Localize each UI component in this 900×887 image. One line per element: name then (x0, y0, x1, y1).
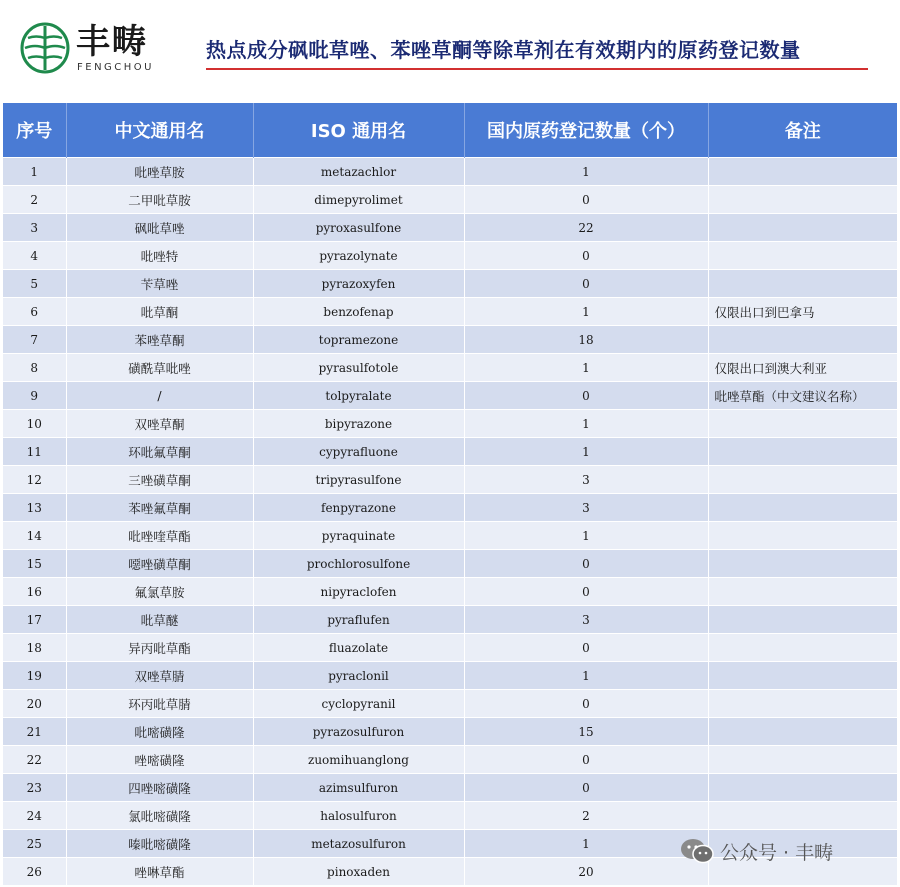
cell-registration-count: 1 (464, 522, 708, 550)
cell-registration-count: 0 (464, 690, 708, 718)
cell-iso-name: topramezone (253, 326, 464, 354)
cell-serial-no: 26 (3, 858, 66, 886)
cell-iso-name: zuomihuanglong (253, 746, 464, 774)
cell-remarks (708, 326, 897, 354)
cell-registration-count: 1 (464, 438, 708, 466)
cell-serial-no: 9 (3, 382, 66, 410)
cell-registration-count: 0 (464, 186, 708, 214)
cell-remarks (708, 578, 897, 606)
title-underline (206, 68, 868, 70)
table-row (3, 382, 897, 410)
header-registration-count: 国内原药登记数量（个） (464, 103, 708, 158)
cell-serial-no: 7 (3, 326, 66, 354)
cell-remarks (708, 550, 897, 578)
cell-chinese-name: 唑嘧磺隆 (66, 746, 253, 774)
header-serial-no: 序号 (3, 103, 66, 158)
cell-iso-name: dimepyrolimet (253, 186, 464, 214)
cell-serial-no: 19 (3, 662, 66, 690)
cell-chinese-name: 苯唑草酮 (66, 326, 253, 354)
table-row (3, 690, 897, 718)
cell-chinese-name: 三唑磺草酮 (66, 466, 253, 494)
cell-registration-count: 0 (464, 578, 708, 606)
cell-iso-name: pyrazolynate (253, 242, 464, 270)
cell-iso-name: tolpyralate (253, 382, 464, 410)
cell-serial-no: 10 (3, 410, 66, 438)
table-row (3, 746, 897, 774)
cell-registration-count: 2 (464, 802, 708, 830)
cell-chinese-name: 嗪吡嘧磺隆 (66, 830, 253, 858)
cell-iso-name: pyroxasulfone (253, 214, 464, 242)
cell-registration-count: 0 (464, 550, 708, 578)
cell-remarks (708, 774, 897, 802)
cell-registration-count: 20 (464, 858, 708, 886)
cell-remarks (708, 214, 897, 242)
header (0, 0, 900, 100)
cell-chinese-name: / (66, 382, 253, 410)
cell-serial-no: 22 (3, 746, 66, 774)
cell-registration-count: 3 (464, 466, 708, 494)
cell-serial-no: 21 (3, 718, 66, 746)
cell-serial-no: 13 (3, 494, 66, 522)
page-title: 热点成分砜吡草唑、苯唑草酮等除草剂在有效期内的原药登记数量 (206, 38, 801, 62)
registration-table-container (3, 103, 897, 885)
cell-iso-name: fluazolate (253, 634, 464, 662)
cell-iso-name: metazosulfuron (253, 830, 464, 858)
cell-serial-no: 23 (3, 774, 66, 802)
cell-chinese-name: 吡草醚 (66, 606, 253, 634)
logo-chinese-name: 丰畴 (76, 22, 148, 62)
cell-remarks (708, 802, 897, 830)
table-header-row (3, 103, 897, 158)
cell-remarks (708, 634, 897, 662)
table-row (3, 466, 897, 494)
cell-iso-name: azimsulfuron (253, 774, 464, 802)
table-row (3, 158, 897, 186)
cell-registration-count: 15 (464, 718, 708, 746)
table-body (3, 158, 897, 886)
cell-iso-name: tripyrasulfone (253, 466, 464, 494)
cell-iso-name: metazachlor (253, 158, 464, 186)
cell-remarks: 吡唑草酯（中文建议名称） (708, 382, 897, 410)
header-remarks: 备注 (708, 103, 897, 158)
cell-iso-name: halosulfuron (253, 802, 464, 830)
cell-remarks: 仅限出口到澳大利亚 (708, 354, 897, 382)
table-row (3, 718, 897, 746)
table-row (3, 326, 897, 354)
table-row (3, 298, 897, 326)
cell-chinese-name: 唑啉草酯 (66, 858, 253, 886)
cell-iso-name: pinoxaden (253, 858, 464, 886)
cell-remarks (708, 746, 897, 774)
cell-serial-no: 20 (3, 690, 66, 718)
cell-remarks (708, 186, 897, 214)
cell-registration-count: 0 (464, 242, 708, 270)
watermark-text: 公众号 · 丰畴 (720, 841, 834, 864)
cell-remarks (708, 466, 897, 494)
table-row (3, 354, 897, 382)
cell-serial-no: 3 (3, 214, 66, 242)
cell-serial-no: 24 (3, 802, 66, 830)
header-chinese-name: 中文通用名 (66, 103, 253, 158)
cell-serial-no: 2 (3, 186, 66, 214)
cell-chinese-name: 吡嘧磺隆 (66, 718, 253, 746)
registration-table (3, 103, 897, 885)
cell-serial-no: 5 (3, 270, 66, 298)
cell-registration-count: 0 (464, 270, 708, 298)
cell-chinese-name: 噁唑磺草酮 (66, 550, 253, 578)
cell-iso-name: pyrasulfotole (253, 354, 464, 382)
cell-chinese-name: 磺酰草吡唑 (66, 354, 253, 382)
table-row (3, 494, 897, 522)
cell-chinese-name: 环丙吡草腈 (66, 690, 253, 718)
cell-registration-count: 1 (464, 354, 708, 382)
cell-remarks (708, 158, 897, 186)
cell-remarks (708, 690, 897, 718)
cell-iso-name: bipyrazone (253, 410, 464, 438)
cell-serial-no: 4 (3, 242, 66, 270)
cell-chinese-name: 二甲吡草胺 (66, 186, 253, 214)
cell-serial-no: 16 (3, 578, 66, 606)
cell-registration-count: 1 (464, 298, 708, 326)
wechat-watermark (680, 836, 833, 866)
cell-chinese-name: 异丙吡草酯 (66, 634, 253, 662)
table-row (3, 214, 897, 242)
header-iso-name: ISO 通用名 (253, 103, 464, 158)
cell-remarks (708, 438, 897, 466)
cell-registration-count: 18 (464, 326, 708, 354)
cell-serial-no: 25 (3, 830, 66, 858)
cell-serial-no: 12 (3, 466, 66, 494)
fengchou-logo (20, 22, 180, 78)
cell-chinese-name: 氯吡嘧磺隆 (66, 802, 253, 830)
cell-iso-name: nipyraclofen (253, 578, 464, 606)
cell-chinese-name: 环吡氟草酮 (66, 438, 253, 466)
cell-serial-no: 11 (3, 438, 66, 466)
cell-iso-name: benzofenap (253, 298, 464, 326)
cell-registration-count: 0 (464, 382, 708, 410)
cell-registration-count: 1 (464, 410, 708, 438)
cell-iso-name: pyrazoxyfen (253, 270, 464, 298)
cell-serial-no: 15 (3, 550, 66, 578)
logo-english-name: FENGCHOU (77, 62, 154, 73)
cell-remarks (708, 662, 897, 690)
table-row (3, 550, 897, 578)
cell-registration-count: 1 (464, 830, 708, 858)
table-row (3, 270, 897, 298)
cell-chinese-name: 吡唑喹草酯 (66, 522, 253, 550)
cell-chinese-name: 砜吡草唑 (66, 214, 253, 242)
cell-registration-count: 3 (464, 494, 708, 522)
table-row (3, 578, 897, 606)
table-row (3, 662, 897, 690)
cell-serial-no: 6 (3, 298, 66, 326)
table-row (3, 606, 897, 634)
logo-leaf-icon (20, 22, 70, 74)
cell-iso-name: pyraflufen (253, 606, 464, 634)
cell-iso-name: prochlorosulfone (253, 550, 464, 578)
cell-remarks: 仅限出口到巴拿马 (708, 298, 897, 326)
cell-remarks (708, 270, 897, 298)
cell-registration-count: 0 (464, 746, 708, 774)
cell-remarks (708, 522, 897, 550)
cell-chinese-name: 双唑草腈 (66, 662, 253, 690)
table-row (3, 410, 897, 438)
table-row (3, 802, 897, 830)
cell-iso-name: cyclopyranil (253, 690, 464, 718)
cell-registration-count: 0 (464, 774, 708, 802)
table-row (3, 774, 897, 802)
cell-serial-no: 14 (3, 522, 66, 550)
cell-chinese-name: 苄草唑 (66, 270, 253, 298)
cell-remarks (708, 718, 897, 746)
table-row (3, 242, 897, 270)
table-row (3, 522, 897, 550)
cell-iso-name: cypyrafluone (253, 438, 464, 466)
wechat-icon (680, 838, 714, 864)
cell-registration-count: 0 (464, 634, 708, 662)
table-row (3, 186, 897, 214)
cell-serial-no: 17 (3, 606, 66, 634)
cell-chinese-name: 四唑嘧磺隆 (66, 774, 253, 802)
cell-registration-count: 1 (464, 662, 708, 690)
cell-remarks (708, 242, 897, 270)
cell-iso-name: fenpyrazone (253, 494, 464, 522)
cell-remarks (708, 494, 897, 522)
table-row (3, 438, 897, 466)
cell-chinese-name: 苯唑氟草酮 (66, 494, 253, 522)
cell-chinese-name: 吡唑特 (66, 242, 253, 270)
cell-chinese-name: 氟氯草胺 (66, 578, 253, 606)
cell-iso-name: pyrazosulfuron (253, 718, 464, 746)
cell-serial-no: 8 (3, 354, 66, 382)
cell-iso-name: pyraquinate (253, 522, 464, 550)
cell-chinese-name: 吡唑草胺 (66, 158, 253, 186)
cell-chinese-name: 吡草酮 (66, 298, 253, 326)
cell-serial-no: 1 (3, 158, 66, 186)
cell-remarks (708, 410, 897, 438)
cell-chinese-name: 双唑草酮 (66, 410, 253, 438)
cell-iso-name: pyraclonil (253, 662, 464, 690)
table-row (3, 634, 897, 662)
cell-registration-count: 1 (464, 158, 708, 186)
cell-serial-no: 18 (3, 634, 66, 662)
cell-registration-count: 3 (464, 606, 708, 634)
cell-registration-count: 22 (464, 214, 708, 242)
cell-remarks (708, 606, 897, 634)
